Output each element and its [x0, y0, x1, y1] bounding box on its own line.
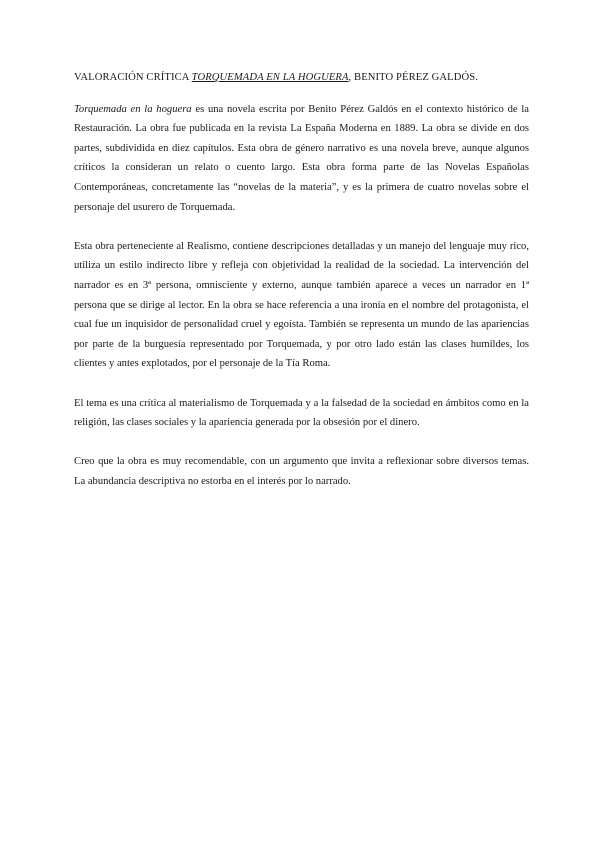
title-suffix: , BENITO PÉREZ GALDÓS. — [348, 72, 478, 83]
paragraph-lead-italic: Torquemada en la hoguera — [74, 103, 192, 115]
paragraph-opinion: Creo que la obra es muy recomendable, con un argumento que invita a reflexionar sobre diversos temas. La abundancia descriptiva no estorba en el interés por lo narrado. — [74, 456, 529, 487]
paragraph-text: es una novela escrita por Benito Pérez Galdós en el contexto histórico de la Restauración. La obra fue publicada en la revista La España Moderna en 1889. La obra se divide en dos partes, subdividida en diez capítulos. Esta obra de género narrativo es una novela breve, aunque algunos críticos la consideran un relato o cuento largo. Esta obra forma parte de las Novelas Españolas Contemporáneas, concretamente las “novelas de la materia”, y es la primera de cuatro novelas sobre el personaje del usurero de Torquemada. — [74, 103, 529, 213]
title-work-name: TORQUEMADA EN LA HOGUERA — [191, 72, 349, 83]
document-title — [74, 68, 529, 88]
paragraph-introduction — [74, 100, 529, 218]
paragraph-theme: El tema es una crítica al materialismo de Torquemada y a la falsedad de la sociedad en ámbitos como en la religión, las clases sociales y la apariencia generada por la obsesión por el dinero. — [74, 397, 529, 429]
document-page — [74, 68, 529, 511]
paragraph-style-analysis: Esta obra perteneciente al Realismo, contiene descripciones detalladas y un manejo del lenguaje muy rico, utiliza un estilo indirecto libre y refleja con objetividad la realidad de la sociedad. La intervención del narrador es en 3ª persona, omnisciente y externo, aunque también aparece a veces un narrador en 1ª persona que se dirige al lector. En la obra se hace referencia a una ironía en el nombre del protagonista, el cual fue un inquisidor de personalidad cruel y egoísta. También se representa un mundo de las apariencias por parte de la burguesía representado por Torquemada, y por otro lado están las clases humildes, los clientes y antes explotados, por el personaje de la Tía Roma. — [74, 240, 529, 370]
title-prefix: VALORACIÓN CRÍTICA — [74, 72, 192, 83]
